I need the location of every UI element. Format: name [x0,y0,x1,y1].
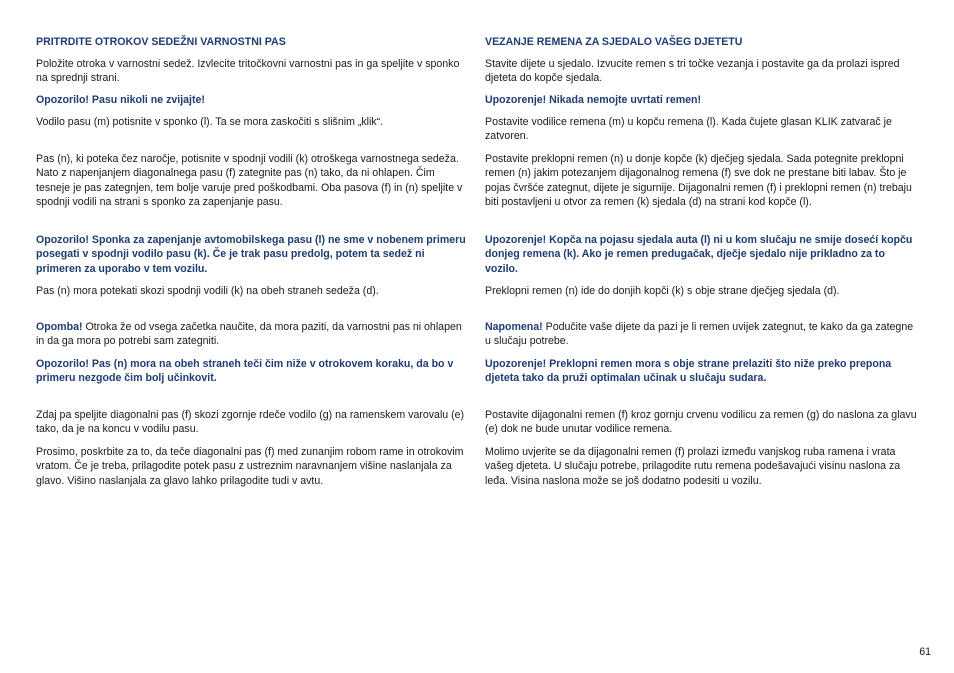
paragraph: Postavite dijagonalni remen (f) kroz gornju crvenu vodilicu za remen (g) do naslona za glavu (e) dok ne bude unutar vodilice remena. [485,409,917,436]
paragraph: Postavite vodilice remena (m) u kopču remena (l). Kada čujete glasan KLIK zatvarač je zatvoren. [485,116,892,143]
warning-text: Opozorilo! Pas (n) mora na obeh straneh teči čim niže v otrokovem koraku, da bo v primeru nezgode čim bolj učinkovit. [36,358,454,385]
note-paragraph [485,320,917,349]
paragraph: Pas (n) mora potekati skozi spodnji vodili (k) na obeh straneh sedeža (d). [36,285,379,297]
warning-text: Upozorenje! Preklopni remen mora s obje strane prelaziti što niže preko prepona djeteta tako da pruži optimalan učinak u slučaju sudara. [485,358,892,385]
section-title: PRITRDITE OTROKOV SEDEŽNI VARNOSTNI PAS [36,36,286,48]
paragraph: Pas (n), ki poteka čez naročje, potisnite v spodnji vodili (k) otroškega varnostnega sedeža. Nato z napenjanjem diagonalnega pasu (f) zategnite pas (n) tako, da ni ohlapen. Čim tesneje je pas zategnjen, tem bolje varuje pred poškodbami. Oba pasova (f) in (n) speljite v spodnji vodili na strani s sponko za zapenjanje pasu. [36,153,463,209]
paragraph: Postavite preklopni remen (n) u donje kopče (k) dječjeg sjedala. Sada potegnite preklopni remen (n) jakim potezanjem dijagonalnog remena (f) sve dok ne prestane biti labav. Što je pojas čvršće zategnut, dijete je sigurnije. Dijagonalni remen (f) i preklopni remen (n) trebaju biti postavljeni u otvor za remen (k) sjedala (d) na strani kod kopče (l). [485,153,912,209]
note-label: Opomba! [36,321,83,333]
note-text: Podučite vaše dijete da pazi je li remen uvijek zategnut, te kako da ga zategne u slučaju potrebe. [485,321,914,348]
paragraph: Zdaj pa speljite diagonalni pas (f) skozi zgornje rdeče vodilo (g) na ramenskem varovalu (e) tako, da je na koncu v vodilu pasu. [36,409,465,436]
paragraph: Položite otroka v varnostni sedež. Izvlecite tritočkovni varnostni pas in ga speljite v sponko na sprednji strani. [36,58,460,85]
note-paragraph [36,320,468,349]
page-number: 61 [919,646,931,658]
note-label: Napomena! [485,321,543,333]
warning-text: Opozorilo! Sponka za zapenjanje avtomobilskega pasu (l) ne sme v nobenem primeru posegati v spodnji vodilo pasu (k). Če je trak pasu predolg, potem ta sedež ni primeren za uporabo v tem vozilu. [36,234,466,275]
warning-text: Opozorilo! Pasu nikoli ne zvijajte! [36,94,205,106]
paragraph: Stavite dijete u sjedalo. Izvucite remen s tri točke vezanja i postavite ga da prolazi ispred djeteta do kopče sjedala. [485,58,900,85]
paragraph: Vodilo pasu (m) potisnite v sponko (l). Ta se mora zaskočiti s slišnim „klik“. [36,116,384,128]
section-title: VEZANJE REMENA ZA SJEDALO VAŠEG DJETETU [485,36,743,48]
paragraph: Prosimo, poskrbite za to, da teče diagonalni pas (f) med zunanjim robom rame in otrokovim vratom. Če je treba, prilagodite potek pasu z ustreznim naravnanjem višine naslanjala za glavo. Višino naslanjala za glavo lahko prilagodite tudi v avtu. [36,446,464,487]
note-text: Otroka že od vsega začetka naučite, da mora paziti, da varnostni pas ni ohlapen in da ga mora po potrebi sam zategniti. [36,321,462,348]
warning-text: Upozorenje! Kopča na pojasu sjedala auta (l) ni u kom slučaju ne smije dosećí kopču donjeg remena (k). Ako je remen predugačak, dječje sjedalo nije prikladno za to vozilo. [485,234,913,275]
warning-text: Upozorenje! Nikada nemojte uvrtati remen! [485,94,702,106]
paragraph: Molimo uvjerite se da dijagonalni remen (f) prolazi između vanjskog ruba ramena i vrata vašeg djeteta. U slučaju potrebe, prilagodite rutu remena podešavajući visinu naslona za leđa. Visina naslona može se još dodatno podesiti u vozilu. [485,446,901,487]
paragraph: Preklopni remen (n) ide do donjih kopči (k) s obje strane dječjeg sjedala (d). [485,285,840,297]
